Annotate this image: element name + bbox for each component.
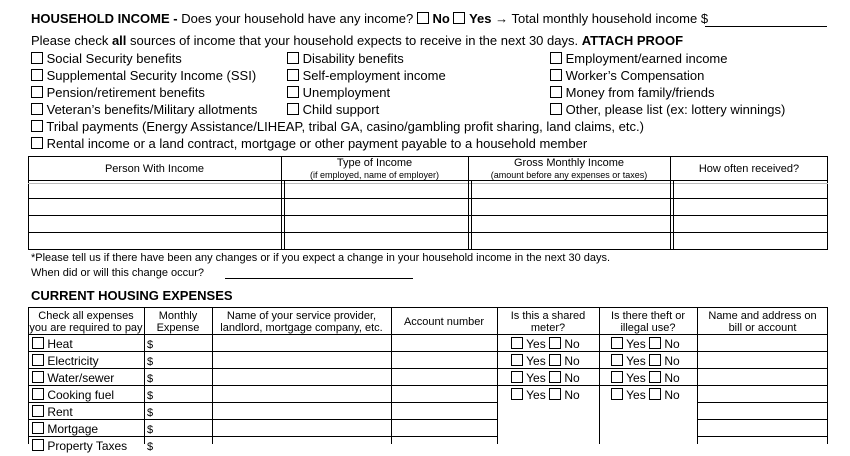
- dollar-sign: $: [147, 441, 154, 453]
- yes-label: Yes: [526, 337, 546, 351]
- section-title: HOUSEHOLD INCOME -: [31, 11, 178, 26]
- header-line: bill or account: [728, 322, 797, 334]
- housing-item[interactable]: [32, 370, 127, 387]
- yes-no-pair: [511, 353, 580, 370]
- checkbox[interactable]: [32, 439, 44, 451]
- yes-no-pair: [511, 387, 580, 404]
- instructions-post: sources of income that your household expects to receive in the next 30 days.: [130, 33, 579, 48]
- source-label: Worker’s Compensation: [565, 68, 705, 83]
- header-line: meter?: [530, 322, 566, 334]
- source-label: Rental income or a land contract, mortgage or other payment payable to a household member: [46, 136, 588, 151]
- income-col-type: [281, 157, 468, 181]
- housing-item-label: Property Taxes: [47, 439, 128, 453]
- yes-no-pair: [611, 370, 680, 387]
- dollar-sign: $: [147, 356, 154, 368]
- shared-meter-column: [511, 336, 580, 404]
- source-label: Child support: [302, 102, 380, 117]
- dollar-sign: $: [147, 407, 154, 419]
- income-col-often: How often received?: [698, 163, 800, 175]
- dollar-sign: $: [147, 373, 154, 385]
- no-checkbox[interactable]: [649, 371, 661, 383]
- no-checkbox[interactable]: [549, 337, 561, 349]
- arrow-icon: →: [495, 11, 509, 26]
- no-checkbox[interactable]: [549, 354, 561, 366]
- source-label: Disability benefits: [302, 51, 404, 66]
- yes-label: Yes: [626, 371, 646, 385]
- no-label: No: [564, 354, 580, 368]
- changes-note: *Please tell us if there have been any changes or if you expect a change in your household income in the next 30 days.: [31, 252, 611, 264]
- housing-col-provider: [212, 310, 391, 334]
- source-label: Unemployment: [302, 85, 391, 100]
- source-label: Veteran’s benefits/Military allotments: [46, 102, 258, 117]
- dollar-sign: $: [147, 424, 154, 436]
- yes-label: Yes: [526, 354, 546, 368]
- source-label: Supplemental Security Income (SSI): [46, 68, 257, 83]
- housing-col-name-address: [697, 310, 828, 334]
- header-line: Is there theft or: [611, 310, 685, 322]
- no-checkbox[interactable]: [549, 388, 561, 400]
- header-line: Name of your service provider,: [226, 310, 377, 322]
- yes-no-pair: [511, 370, 580, 387]
- housing-item-label: Heat: [47, 337, 73, 351]
- housing-title: CURRENT HOUSING EXPENSES: [31, 288, 233, 303]
- yes-no-pair: [511, 336, 580, 353]
- yes-checkbox[interactable]: [511, 337, 523, 349]
- yes-label: Yes: [526, 371, 546, 385]
- header-line: Monthly: [158, 310, 198, 322]
- total-income-label: Total monthly household income $: [511, 11, 709, 26]
- no-label: No: [664, 388, 680, 402]
- housing-item[interactable]: [32, 353, 127, 370]
- header-line: Check all expenses: [38, 310, 134, 322]
- housing-col-theft: [599, 310, 697, 334]
- no-checkbox[interactable]: [649, 337, 661, 349]
- income-col-type-title: Type of Income: [336, 157, 413, 169]
- housing-item[interactable]: [32, 438, 127, 455]
- attach-proof: ATTACH PROOF: [581, 33, 684, 48]
- yes-checkbox[interactable]: [611, 337, 623, 349]
- no-label: No: [564, 371, 580, 385]
- housing-item-label: Mortgage: [47, 422, 99, 436]
- no-label: No: [564, 388, 580, 402]
- income-col-type-sub: (if employed, name of employer): [309, 170, 440, 180]
- checkbox[interactable]: [32, 388, 44, 400]
- housing-item[interactable]: [32, 421, 127, 438]
- housing-col-shared: [497, 310, 599, 334]
- yes-label: Yes: [626, 354, 646, 368]
- income-col-gross-sub: (amount before any expenses or taxes): [490, 170, 648, 180]
- instructions-bold: all: [111, 33, 127, 48]
- header-line: landlord, mortgage company, etc.: [220, 322, 383, 334]
- yes-checkbox[interactable]: [611, 371, 623, 383]
- change-when-label: When did or will this change occur?: [31, 267, 205, 279]
- yes-label: Yes: [626, 388, 646, 402]
- no-checkbox[interactable]: [549, 371, 561, 383]
- income-col-gross-title: Gross Monthly Income: [513, 157, 625, 169]
- yes-label: Yes: [469, 11, 492, 26]
- housing-item-label: Cooking fuel: [47, 388, 115, 402]
- no-checkbox[interactable]: [649, 388, 661, 400]
- yes-no-pair: [611, 353, 680, 370]
- source-label: Social Security benefits: [46, 51, 182, 66]
- income-col-gross: [468, 157, 670, 181]
- header-line: Is this a shared: [510, 310, 586, 322]
- yes-checkbox[interactable]: [611, 354, 623, 366]
- checkbox[interactable]: [32, 354, 44, 366]
- housing-items: [32, 336, 127, 455]
- housing-col-expense: [144, 310, 212, 334]
- checkbox[interactable]: [32, 405, 44, 417]
- no-checkbox[interactable]: [649, 354, 661, 366]
- housing-item[interactable]: [32, 387, 127, 404]
- header-line: Name and address on: [708, 310, 817, 322]
- dollar-sign: $: [147, 390, 154, 402]
- yes-no-pair: [611, 387, 680, 404]
- housing-col-account: Account number: [403, 316, 485, 328]
- yes-checkbox[interactable]: [511, 354, 523, 366]
- source-label: Tribal payments (Energy Assistance/LIHEAP, tribal GA, casino/gambling profit sharing, land claims, etc.): [46, 119, 644, 134]
- source-label: Self-employment income: [302, 68, 446, 83]
- checkbox[interactable]: [32, 371, 44, 383]
- header-line: Expense: [156, 322, 200, 334]
- source-label: Money from family/friends: [565, 85, 715, 100]
- expense-dollar-column: [147, 337, 153, 456]
- housing-col-check: [28, 310, 144, 334]
- income-question: Does your household have any income?: [181, 11, 414, 26]
- yes-checkbox[interactable]: [611, 388, 623, 400]
- no-label: No: [664, 337, 680, 351]
- source-label: Employment/earned income: [565, 51, 728, 66]
- no-label: No: [432, 11, 450, 26]
- header-line: you are required to pay: [29, 322, 143, 334]
- housing-item[interactable]: [32, 336, 127, 353]
- housing-item-label: Electricity: [47, 354, 99, 368]
- income-col-person: Person With Income: [104, 163, 205, 175]
- checkbox[interactable]: [32, 422, 44, 434]
- housing-item-label: Rent: [47, 405, 73, 419]
- yes-checkbox[interactable]: [511, 371, 523, 383]
- theft-column: [611, 336, 680, 404]
- yes-checkbox[interactable]: [511, 388, 523, 400]
- instructions-pre: Please check: [31, 33, 109, 48]
- no-label: No: [564, 337, 580, 351]
- yes-label: Yes: [626, 337, 646, 351]
- checkbox[interactable]: [32, 337, 44, 349]
- header-line: illegal use?: [620, 322, 676, 334]
- source-label: Other, please list (ex: lottery winnings): [565, 102, 786, 117]
- housing-item-label: Water/sewer: [47, 371, 115, 385]
- yes-label: Yes: [526, 388, 546, 402]
- housing-item[interactable]: [32, 404, 127, 421]
- no-label: No: [664, 354, 680, 368]
- source-label: Pension/retirement benefits: [46, 85, 205, 100]
- yes-no-pair: [611, 336, 680, 353]
- dollar-sign: $: [147, 339, 154, 351]
- no-label: No: [664, 371, 680, 385]
